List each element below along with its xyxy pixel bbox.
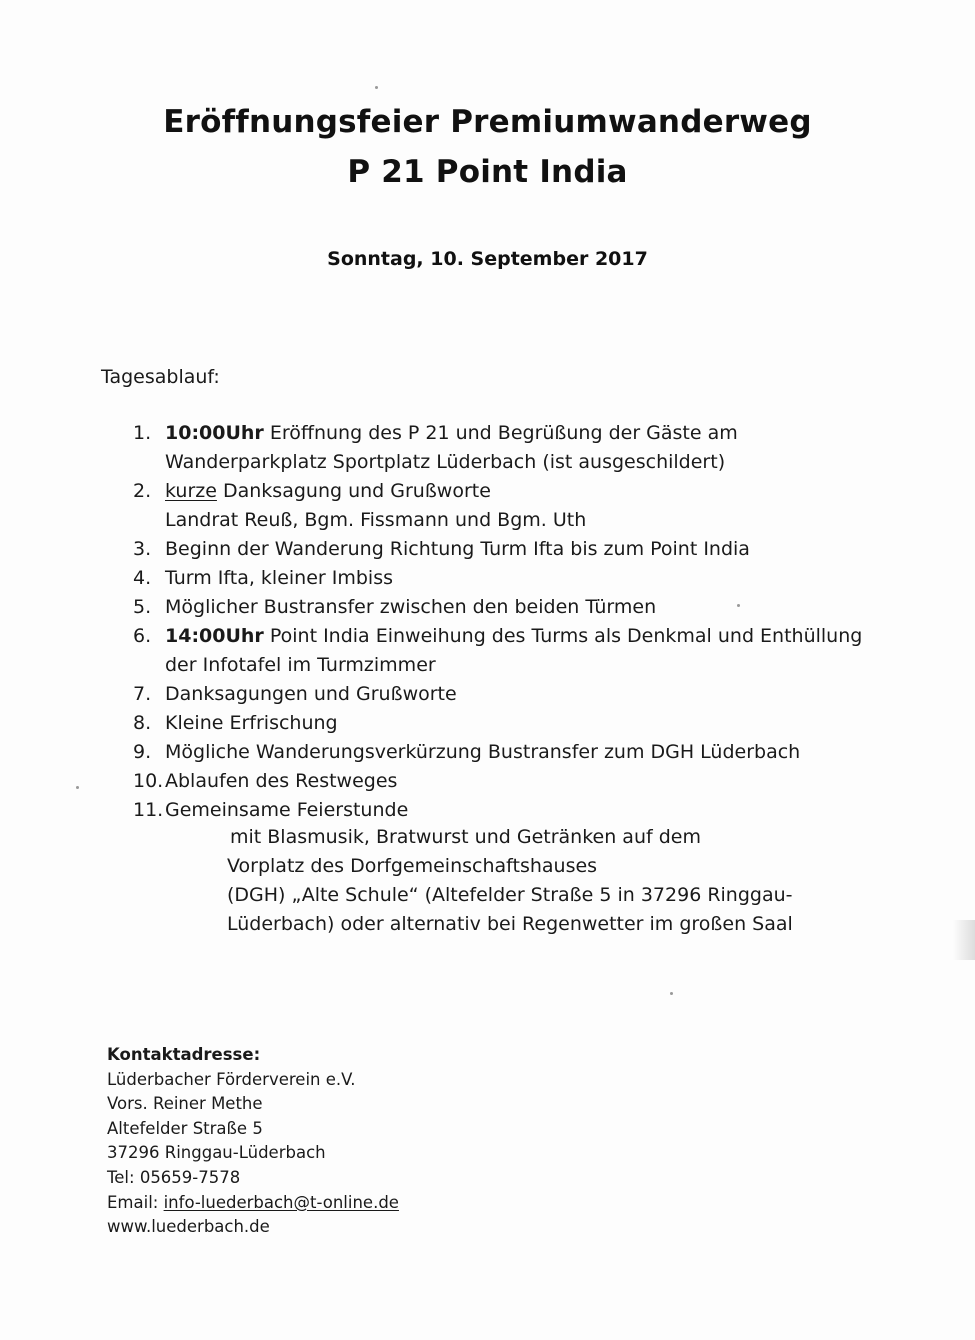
agenda-text-line: Wanderparkplatz Sportplatz Lüderbach (ist ausgeschildert) — [165, 451, 726, 473]
agenda-number: 10. — [133, 770, 164, 792]
agenda-text-line: Ablaufen des Restweges — [165, 770, 398, 792]
contact-website-link[interactable]: www.luederbach.de — [107, 1217, 270, 1237]
agenda-text-line: Mögliche Wanderungsverkürzung Bustransfer zum DGH Lüderbach — [165, 741, 801, 763]
agenda-text-line: der Infotafel im Turmzimmer — [165, 654, 436, 676]
scan-speck — [737, 604, 740, 607]
agenda-number: 4. — [133, 567, 152, 589]
agenda-item-6 — [0, 622, 975, 680]
contact-street: Altefelder Straße 5 — [107, 1118, 263, 1138]
agenda-item-2 — [0, 477, 975, 535]
document-title-line-1: Eröffnungsfeier Premiumwanderweg — [163, 104, 812, 140]
contact-block — [107, 1043, 399, 1240]
agenda-item-9 — [0, 738, 975, 767]
agenda-item-1 — [0, 419, 975, 477]
agenda-number: 6. — [133, 625, 152, 647]
contact-city: 37296 Ringgau-Lüderbach — [107, 1143, 326, 1163]
agenda-item-10 — [0, 767, 975, 796]
celebration-detail-line: Vorplatz des Dorfgemeinschaftshauses — [227, 855, 598, 877]
agenda-text-line: Point India Einweihung des Turms als Denkmal und Enthüllung — [263, 625, 863, 647]
agenda-text-line: Möglicher Bustransfer zwischen den beiden Türmen — [165, 596, 657, 618]
agenda-time: 14:00Uhr — [165, 625, 264, 647]
scan-speck — [375, 86, 378, 89]
document-title-line-2: P 21 Point India — [347, 154, 628, 190]
agenda-item-11 — [0, 796, 975, 825]
contact-email-link[interactable]: info-luederbach@t-online.de — [163, 1192, 399, 1212]
schedule-heading: Tagesablauf: — [101, 366, 220, 388]
agenda-text-line: Landrat Reuß, Bgm. Fissmann und Bgm. Uth — [165, 509, 587, 531]
agenda-text-line: Danksagung und Grußworte — [216, 480, 491, 502]
agenda-number: 9. — [133, 741, 152, 763]
agenda-text-line: Kleine Erfrischung — [165, 712, 338, 734]
scan-speck — [670, 992, 673, 995]
agenda-item-3 — [0, 535, 975, 564]
agenda-number: 1. — [133, 422, 152, 444]
celebration-detail-line: mit Blasmusik, Bratwurst und Getränken auf dem — [230, 826, 701, 848]
agenda-text-line: Eröffnung des P 21 und Begrüßung der Gäste am — [263, 422, 738, 444]
agenda-number: 11. — [133, 799, 164, 821]
agenda-item-4 — [0, 564, 975, 593]
event-date: Sonntag, 10. September 2017 — [327, 248, 648, 270]
agenda-text-line: Gemeinsame Feierstunde — [165, 799, 409, 821]
agenda-number: 2. — [133, 480, 152, 502]
agenda-emphasis: kurze — [165, 480, 217, 502]
agenda-item-7 — [0, 680, 975, 709]
contact-chair: Vors. Reiner Methe — [107, 1094, 263, 1114]
agenda-text-line: Beginn der Wanderung Richtung Turm Ifta bis zum Point India — [165, 538, 750, 560]
contact-email-label: Email: — [107, 1192, 164, 1212]
celebration-detail-line: Lüderbach) oder alternativ bei Regenwetter im großen Saal — [227, 913, 793, 935]
celebration-detail-line: (DGH) „Alte Schule“ (Altefelder Straße 5 in 37296 Ringgau- — [227, 884, 793, 906]
agenda-text-line: Turm Ifta, kleiner Imbiss — [165, 567, 393, 589]
agenda-number: 7. — [133, 683, 152, 705]
scan-speck — [76, 786, 79, 789]
agenda-list — [0, 419, 975, 825]
agenda-number: 3. — [133, 538, 152, 560]
contact-phone: Tel: 05659-7578 — [107, 1167, 241, 1187]
contact-organization: Lüderbacher Förderverein e.V. — [107, 1069, 356, 1089]
scan-edge-scuff — [953, 920, 975, 960]
contact-heading: Kontaktadresse: — [107, 1045, 261, 1064]
contact-email-row — [107, 1191, 399, 1216]
agenda-item-8 — [0, 709, 975, 738]
agenda-text-line: Danksagungen und Grußworte — [165, 683, 457, 705]
agenda-item-5 — [0, 593, 975, 622]
agenda-number: 8. — [133, 712, 152, 734]
agenda-number: 5. — [133, 596, 152, 618]
agenda-time: 10:00Uhr — [165, 422, 264, 444]
celebration-details — [0, 823, 975, 939]
